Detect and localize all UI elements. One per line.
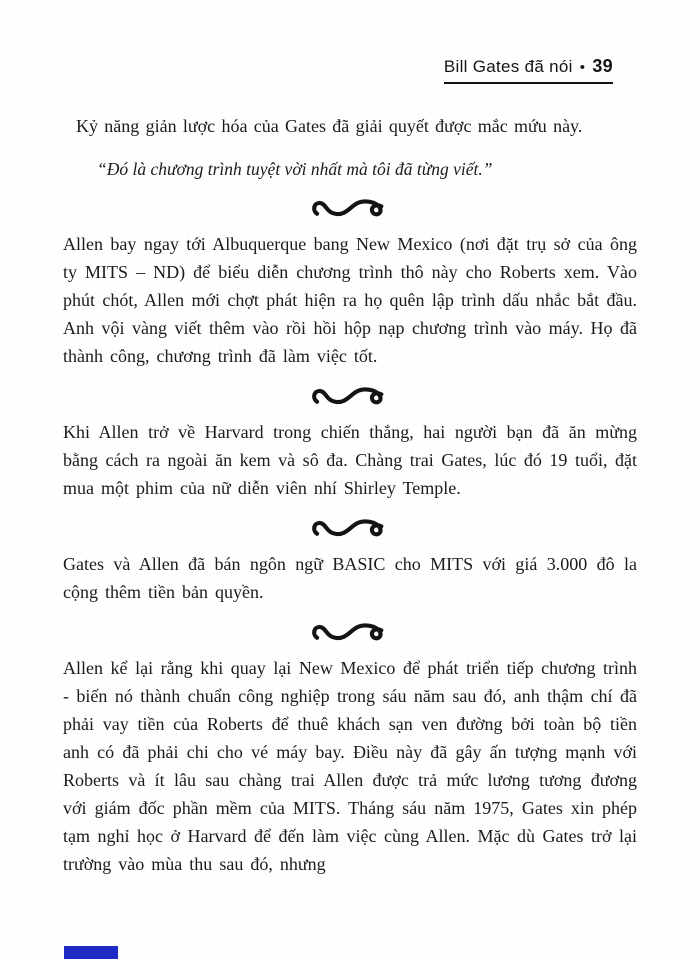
- swash-ornament-icon: [309, 194, 391, 222]
- paragraph-basic-sale: Gates và Allen đã bán ngôn ngữ BASIC cho MITS với giá 3.000 đô la cộng thêm tiền bản quyền.: [63, 554, 637, 602]
- running-header: [444, 56, 613, 84]
- section-divider: [63, 618, 637, 646]
- page-number: 39: [592, 56, 613, 76]
- text-column: [63, 112, 637, 878]
- book-title: Bill Gates đã nói: [443, 57, 573, 76]
- lead-paragraph: Kỷ năng giản lược hóa của Gates đã giải quyết được mắc mứu này.: [76, 116, 583, 136]
- swash-ornament-icon: [309, 382, 391, 410]
- paragraph-newmexico: Allen kể lại rằng khi quay lại New Mexico để phát triển tiếp chương trình - biến nó thành chuẩn công nghiệp trong sáu năm sau đó, anh thậm chí đã phải vay tiền của Roberts để thuê khách sạn ven đường bởi toàn bộ tiền anh có đã phải chi cho vé máy bay. Điều này đã gây ấn tượng mạnh với Roberts và ít lâu sau chàng trai Allen được trả mức lương tương đương với giám đốc phần mềm của MITS. Tháng sáu năm 1975, Gates xin phép tạm nghỉ học ở Harvard để đến làm việc cùng Allen. Mặc dù Gates trở lại trường vào mùa thu sau đó, nhưng: [63, 658, 637, 874]
- annotation-mark: [64, 946, 118, 959]
- section-divider: [63, 194, 637, 222]
- swash-ornament-icon: [309, 514, 391, 542]
- pull-quote: “Đó là chương trình tuyệt vời nhất mà tôi đã từng viết.”: [97, 159, 493, 179]
- running-header-text: [444, 56, 613, 84]
- header-bullet: •: [579, 59, 586, 76]
- paragraph-harvard: Khi Allen trở về Harvard trong chiến thắng, hai người bạn đã ăn mừng bằng cách ra ngoài ăn kem và sô đa. Chàng trai Gates, lúc đó 19 tuổi, đặt mua một phim của nữ diễn viên nhí Shirley Temple.: [63, 422, 637, 498]
- paragraph-albuquerque: Allen bay ngay tới Albuquerque bang New Mexico (nơi đặt trụ sở của ông ty MITS – ND) để biểu diễn chương trình thô này cho Roberts xem. Vào phút chót, Allen mới chợt phát hiện ra họ quên lập trình dấu nhắc bắt đầu. Anh vội vàng viết thêm vào rồi hồi hộp nạp chương trình vào máy. Họ đã thành công, chương trình đã làm việc tốt.: [63, 234, 637, 366]
- section-divider: [63, 514, 637, 542]
- section-divider: [63, 382, 637, 410]
- swash-ornament-icon: [309, 618, 391, 646]
